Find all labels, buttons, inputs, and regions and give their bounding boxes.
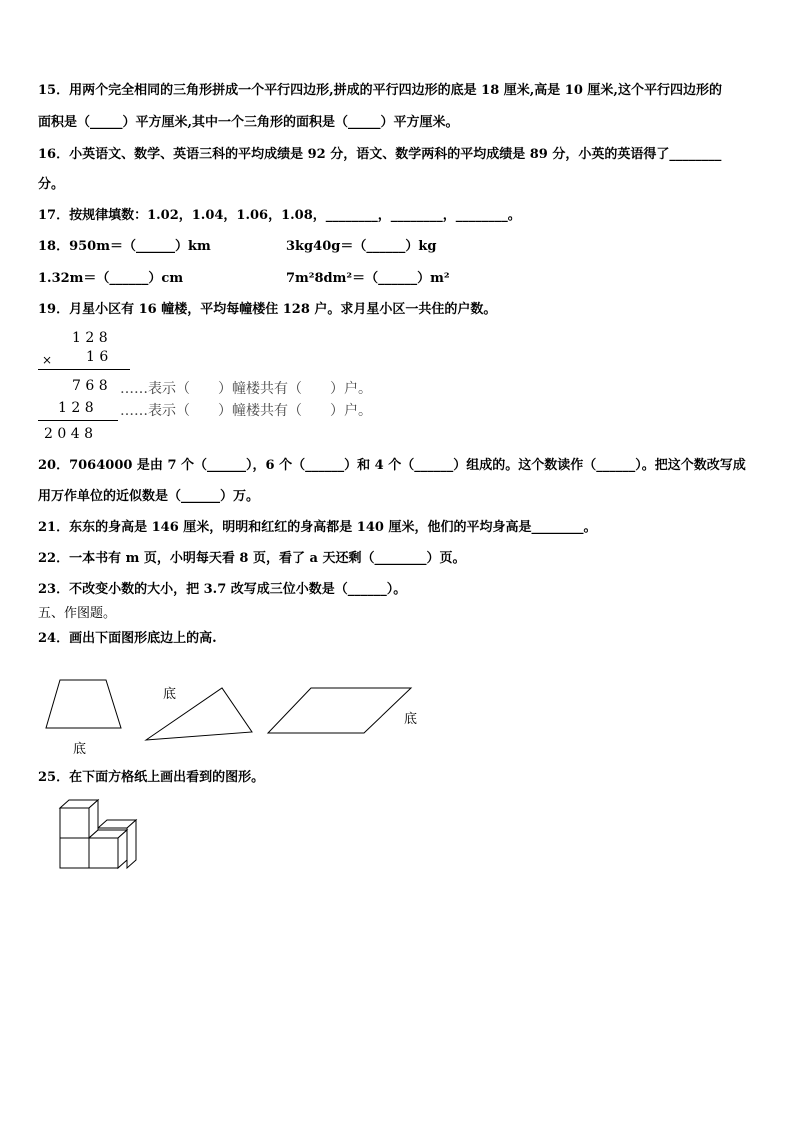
q20-line1: 20．7064000 是由 7 个（______），6 个（______）和 4 个（______）组成的。这个数读作（______）。把这个数改写成 bbox=[38, 458, 746, 473]
q15-line2: 面积是（_____）平方厘米,其中一个三角形的面积是（_____）平方厘米。 bbox=[38, 115, 459, 130]
q21-line1: 21．东东的身高是 146 厘米，明明和红红的身高都是 140 厘米，他们的平均身高是________。 bbox=[38, 520, 597, 535]
q19-partial2: 1 2 8 bbox=[58, 400, 94, 416]
q18-b: 3kg40g＝（______）kg bbox=[286, 239, 437, 254]
q19-partial1: 7 6 8 bbox=[72, 378, 108, 394]
cube-top-front bbox=[60, 808, 89, 838]
q19-multiplicand: 1 2 8 bbox=[72, 330, 108, 346]
cube-bottom-right-front bbox=[89, 838, 118, 868]
q18-c: 1.32m＝（______）cm bbox=[38, 271, 184, 286]
q15-line1: 15．用两个完全相同的三角形拼成一个平行四边形,拼成的平行四边形的底是 18 厘米,高是 10 厘米,这个平行四边形的 bbox=[38, 83, 722, 98]
q18-d: 7m²8dm²＝（______）m² bbox=[286, 271, 450, 286]
trapezoid-base-label: 底 bbox=[73, 742, 87, 757]
q23-line1: 23．不改变小数的大小，把 3.7 改写成三位小数是（______）。 bbox=[38, 582, 407, 597]
q16-line2: 分。 bbox=[38, 177, 65, 192]
q18-a: 18．950m＝（______）km bbox=[38, 239, 211, 254]
q19-times-sign: × bbox=[42, 353, 53, 367]
q25-text: 25．在下面方格纸上画出看到的图形。 bbox=[38, 770, 265, 785]
parallelogram-base-label: 底 bbox=[404, 712, 418, 727]
q24-text: 24．画出下面图形底边上的高. bbox=[38, 631, 217, 646]
triangle-base-label: 底 bbox=[163, 687, 177, 702]
q19-result: 2 0 4 8 bbox=[44, 426, 93, 442]
cube-right-side bbox=[127, 820, 136, 868]
q20-line2: 用万作单位的近似数是（______）万。 bbox=[38, 489, 260, 504]
q19-partial1-note: ……表示（ ）幢楼共有（ ）户。 bbox=[120, 381, 372, 397]
section5-title: 五、作图题。 bbox=[38, 606, 117, 621]
cube-bottom-left-front bbox=[60, 838, 89, 868]
q19-text: 19．月星小区有 16 幢楼，平均每幢楼住 128 户。求月星小区一共住的户数。 bbox=[38, 302, 497, 317]
q19-partial2-note: ……表示（ ）幢楼共有（ ）户。 bbox=[120, 403, 372, 419]
q19-multiplier: 1 6 bbox=[86, 349, 109, 365]
q22-line1: 22．一本书有 m 页，小明每天看 8 页，看了 a 天还剩（________）页。 bbox=[38, 551, 466, 566]
q17-line1: 17．按规律填数：1.02，1.04，1.06，1.08，________，________，________。 bbox=[38, 208, 521, 223]
q16-line1: 16．小英语文、数学、英语三科的平均成绩是 92 分，语文、数学两科的平均成绩是 89 分，小英的英语得了________ bbox=[38, 147, 722, 162]
